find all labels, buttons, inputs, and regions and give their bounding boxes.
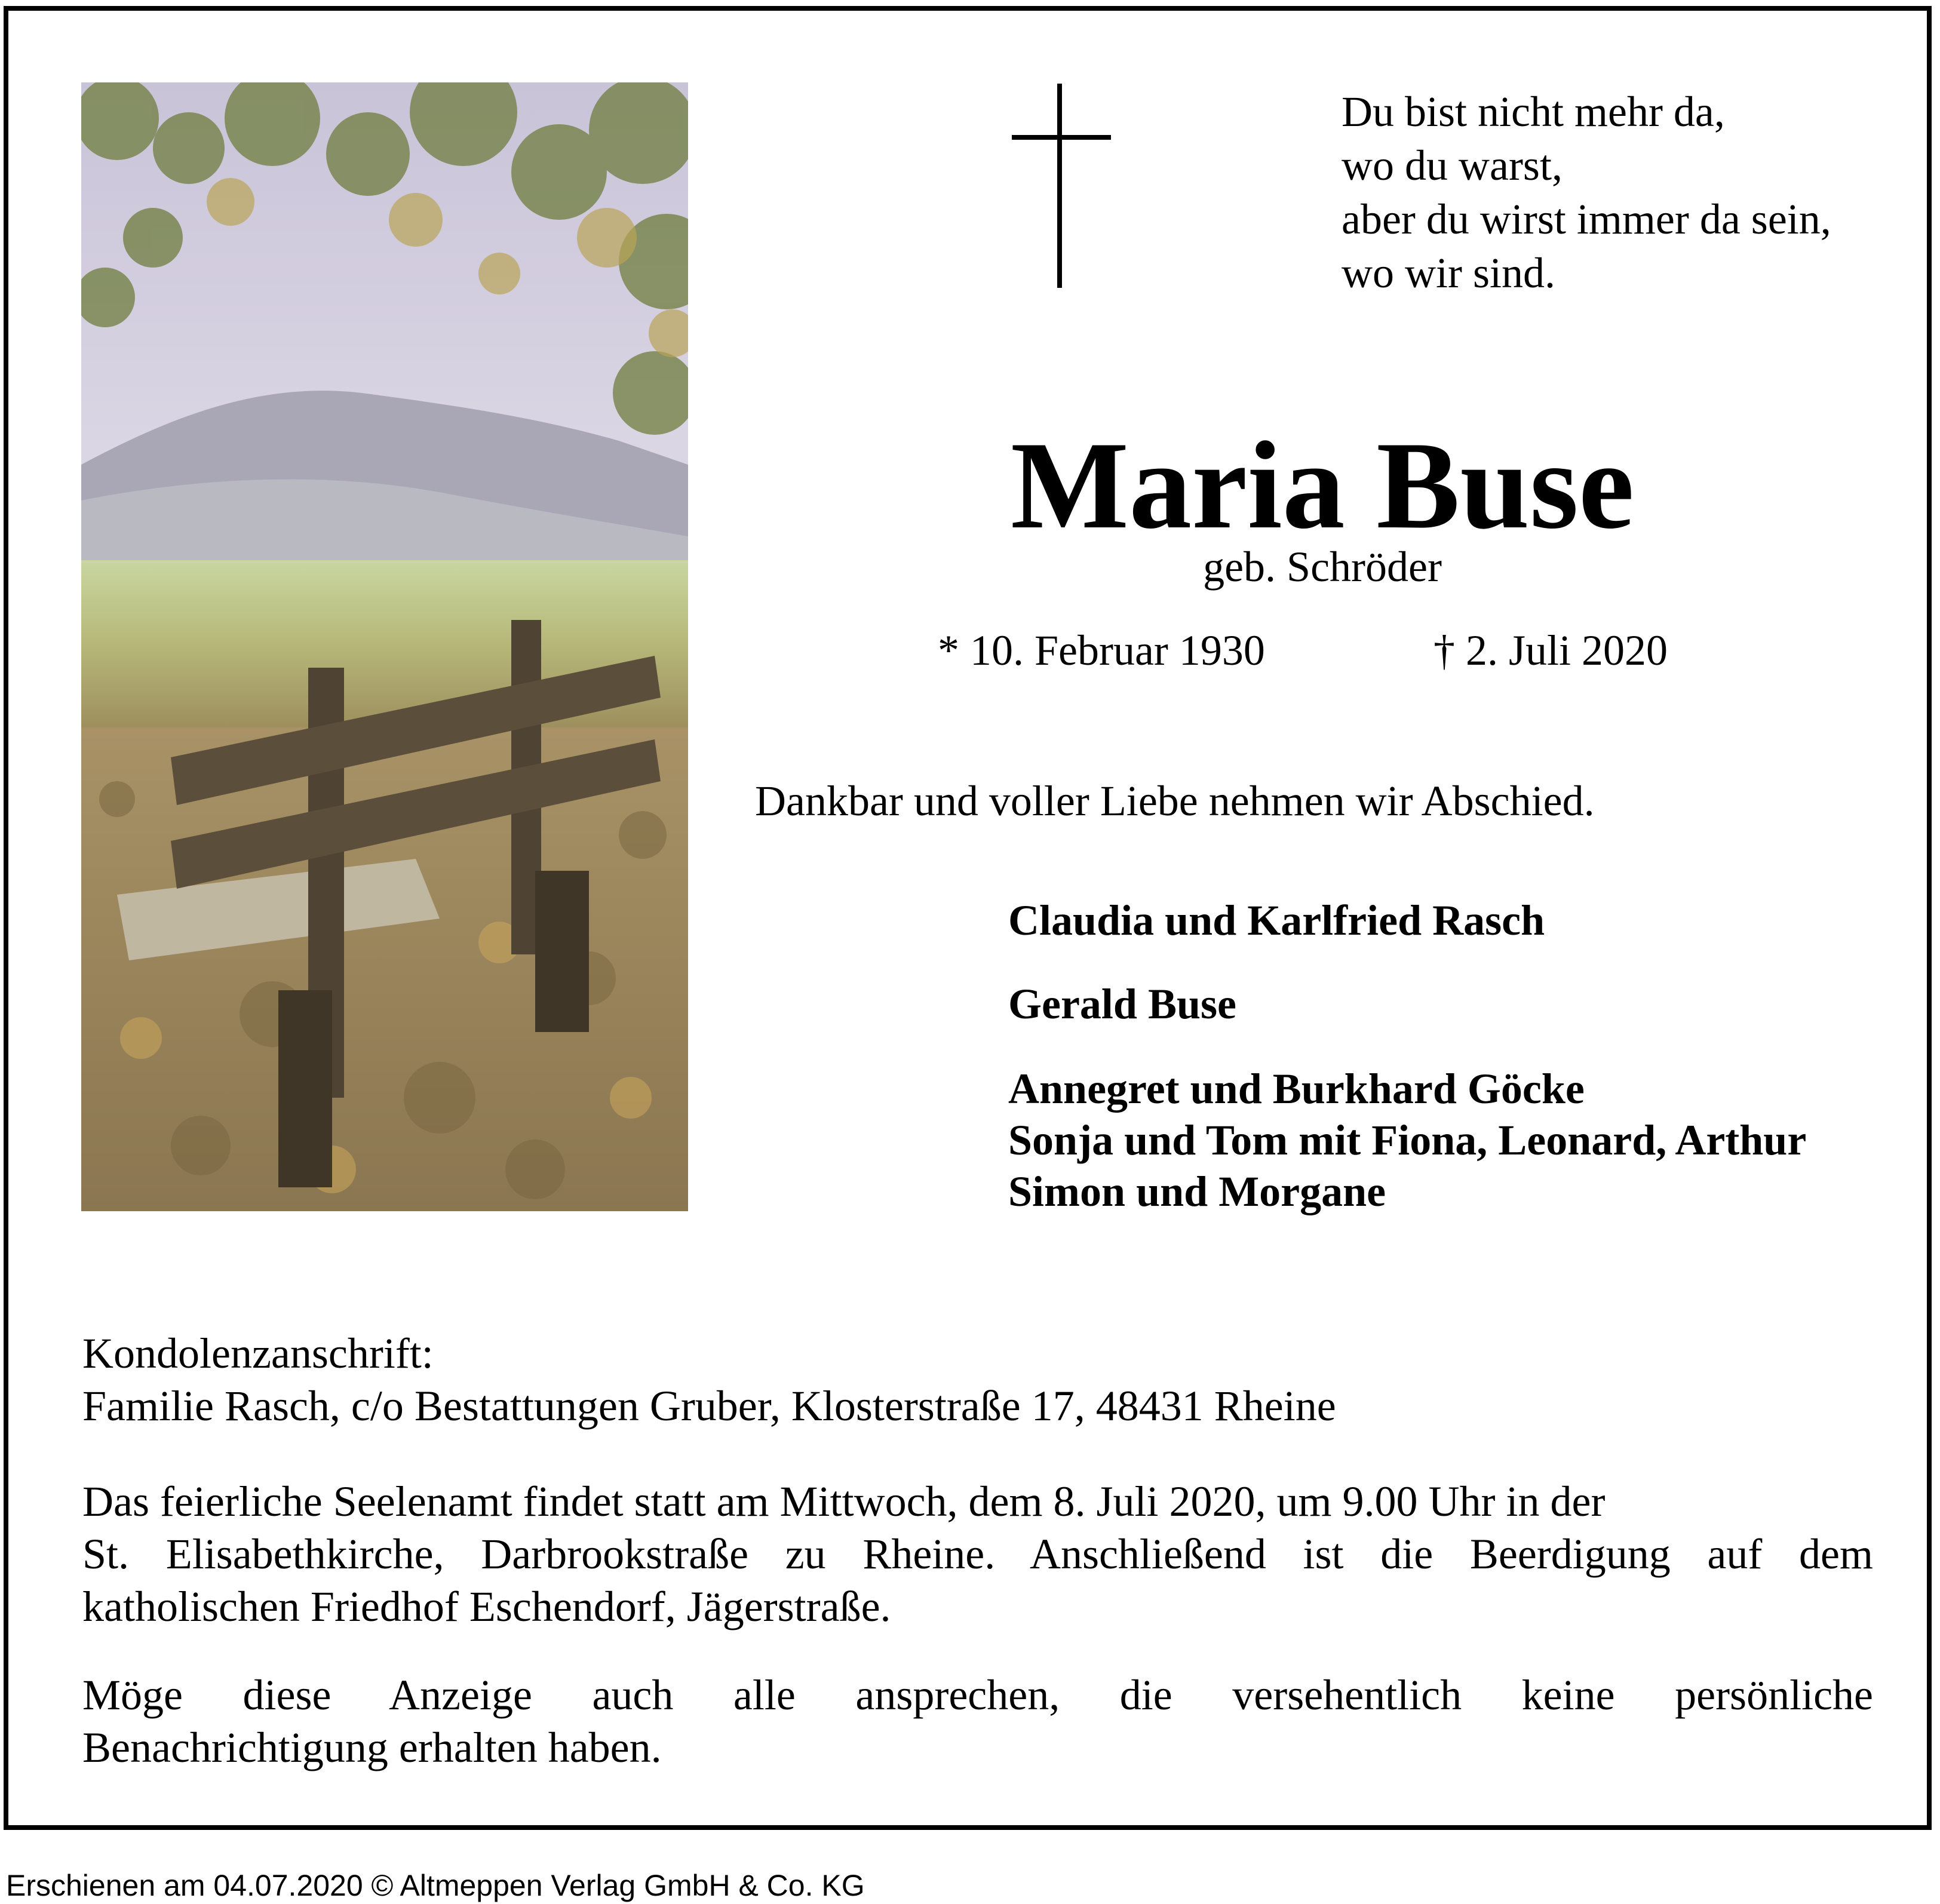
bench-landscape-photo xyxy=(81,82,688,1211)
notice-text xyxy=(82,1669,1873,1774)
death-date: † 2. Juli 2020 xyxy=(1433,627,1668,674)
notice-line: Möge diese Anzeige auch alle ansprechen, die versehentlich keine persönliche xyxy=(82,1671,1873,1719)
mourner-name: Simon und Morgane xyxy=(1008,1168,1386,1215)
poem-line: Du bist nicht mehr da, xyxy=(1342,88,1725,136)
mourner-name: Sonja und Tom mit Fiona, Leonard, Arthur xyxy=(1008,1116,1807,1164)
mourner-name: Claudia und Karlfried Rasch xyxy=(1008,896,1545,944)
mourner-group xyxy=(1008,1063,1806,1217)
poem xyxy=(1342,85,1915,300)
cross-icon xyxy=(1012,84,1111,288)
poem-line: wo du warst, xyxy=(1342,142,1563,189)
notice-line: Benachrichtigung erhalten haben. xyxy=(82,1724,662,1771)
obituary-frame xyxy=(4,6,1932,1830)
mourner-name: Gerald Buse xyxy=(1008,980,1237,1028)
mourner-name: Annegret und Burkhard Göcke xyxy=(1008,1065,1585,1113)
deceased-name: Maria Buse xyxy=(1010,416,1635,555)
poem-line: aber du wirst immer da sein, xyxy=(1342,195,1831,243)
condolence-address xyxy=(82,1327,1873,1432)
service-line: katholischen Friedhof Eschendorf, Jägerstraße. xyxy=(82,1583,891,1630)
service-line: St. Elisabethkirche, Darbrookstraße zu Rheine. Anschließend ist die Beerdigung auf dem xyxy=(82,1530,1873,1578)
service-info xyxy=(82,1475,1873,1633)
poem-line: wo wir sind. xyxy=(1342,249,1555,297)
mourner-group xyxy=(1008,978,1236,1030)
service-line: Das feierliche Seelenamt findet statt am Mittwoch, dem 8. Juli 2020, um 9.00 Uhr in der xyxy=(82,1478,1606,1525)
condolence-label: Kondolenzanschrift: xyxy=(82,1329,434,1377)
maiden-name: geb. Schröder xyxy=(1203,543,1442,591)
mourner-group xyxy=(1008,895,1545,946)
publication-footer: Erschienen am 04.07.2020 © Altmeppen Verlag GmbH & Co. KG xyxy=(6,1869,865,1902)
farewell-text: Dankbar und voller Liebe nehmen wir Abschied. xyxy=(755,777,1595,825)
birth-date: * 10. Februar 1930 xyxy=(938,627,1265,674)
condolence-address-line: Familie Rasch, c/o Bestattungen Gruber, Klosterstraße 17, 48431 Rheine xyxy=(82,1382,1336,1430)
